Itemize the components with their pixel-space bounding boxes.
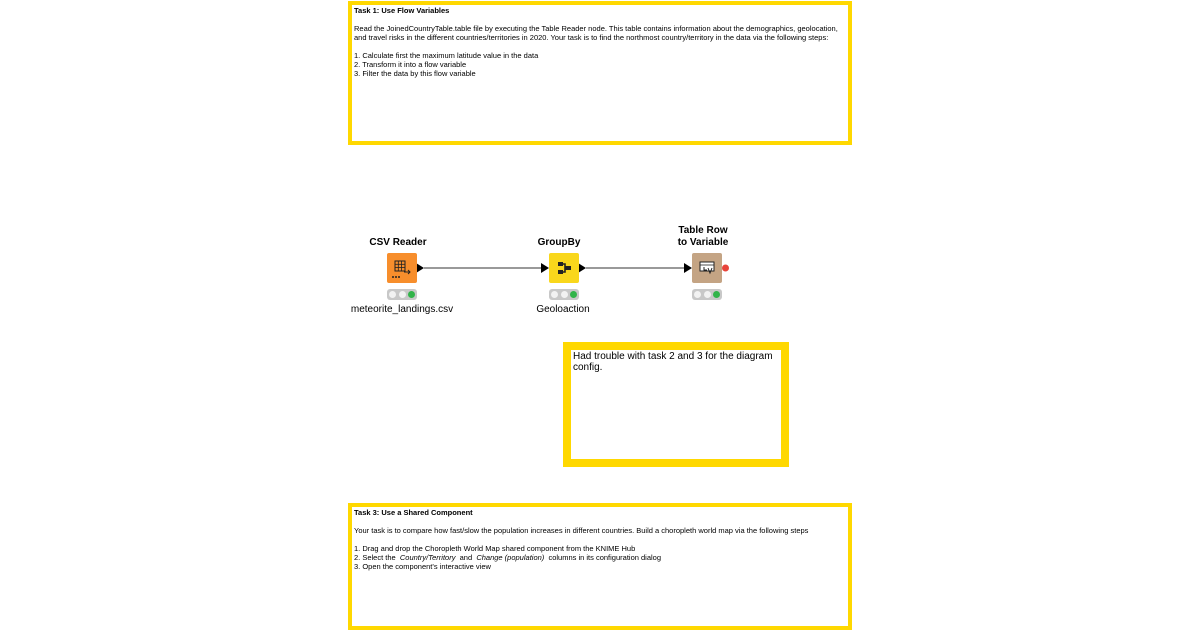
table-file-icon [387, 253, 417, 283]
annotation-title: Task 3: Use a Shared Component [354, 508, 473, 517]
groupby-title: GroupBy [537, 237, 581, 248]
groupby-out-port [578, 263, 586, 273]
groupby-in-port [541, 263, 549, 273]
annotation-step: 3. Open the component's interactive view [354, 562, 491, 571]
csv-reader-out-port [416, 263, 424, 273]
annotation-title: Task 1: Use Flow Variables [354, 6, 450, 15]
groupby-label[interactable]: Geoloaction [536, 304, 590, 315]
flow-variable-port [722, 265, 729, 272]
annotation-note-text: Had trouble with task 2 and 3 for the diagram config. [573, 351, 773, 373]
csv-reader-status [387, 289, 417, 300]
annotation-step: 1. Calculate first the maximum latitude value in the data [354, 51, 539, 60]
annotation-body: Read the JoinedCountryTable.table file by executing the Table Reader node. This table contains information about the demographics, geolocation, and travel risks in the different countries/territories in 2020. Your task is to find the northmost country/territory in the data via the following steps: [354, 24, 838, 42]
step2-prefix: 2. Select the [354, 553, 396, 562]
rowvar-title-line1: Table Row [678, 225, 728, 236]
step2-and: and [459, 553, 473, 562]
status-light-green [408, 291, 415, 298]
csv-reader-label[interactable]: meteorite_landings.csv [350, 304, 454, 315]
column-country: Country/Territory [399, 553, 456, 562]
column-change-population: Change (population) [476, 553, 545, 562]
status-light-red [389, 291, 396, 298]
rowvar-in-port [684, 263, 692, 273]
status-light-yellow [704, 291, 711, 298]
status-light-green [570, 291, 577, 298]
annotation-step [354, 553, 846, 562]
annotation-step: 2. Transform it into a flow variable [354, 60, 467, 69]
annotation-note[interactable] [563, 342, 789, 467]
annotation-step: 1. Drag and drop the Choropleth World Map shared component from the KNIME Hub [354, 544, 636, 553]
status-light-green [713, 291, 720, 298]
csv-reader-node[interactable] [387, 253, 417, 283]
annotation-task-3[interactable] [348, 503, 852, 630]
status-light-red [694, 291, 701, 298]
status-light-yellow [399, 291, 406, 298]
groupby-node[interactable] [549, 253, 579, 283]
rowvar-status [692, 289, 722, 300]
rowvar-title-line2: to Variable [677, 237, 729, 248]
groupby-icon [549, 253, 579, 283]
groupby-status [549, 289, 579, 300]
rowvar-title [643, 225, 763, 249]
table-row-to-variable-node[interactable] [692, 253, 722, 283]
row-to-variable-icon [692, 253, 722, 283]
annotation-body: Your task is to compare how fast/slow the population increases in different countries. Build a choropleth world map via the following steps [354, 526, 809, 535]
status-light-yellow [561, 291, 568, 298]
annotation-step: 3. Filter the data by this flow variable [354, 69, 476, 78]
status-light-red [551, 291, 558, 298]
step2-suffix: columns in its configuration dialog [548, 553, 662, 562]
csv-reader-title: CSV Reader [369, 237, 427, 248]
